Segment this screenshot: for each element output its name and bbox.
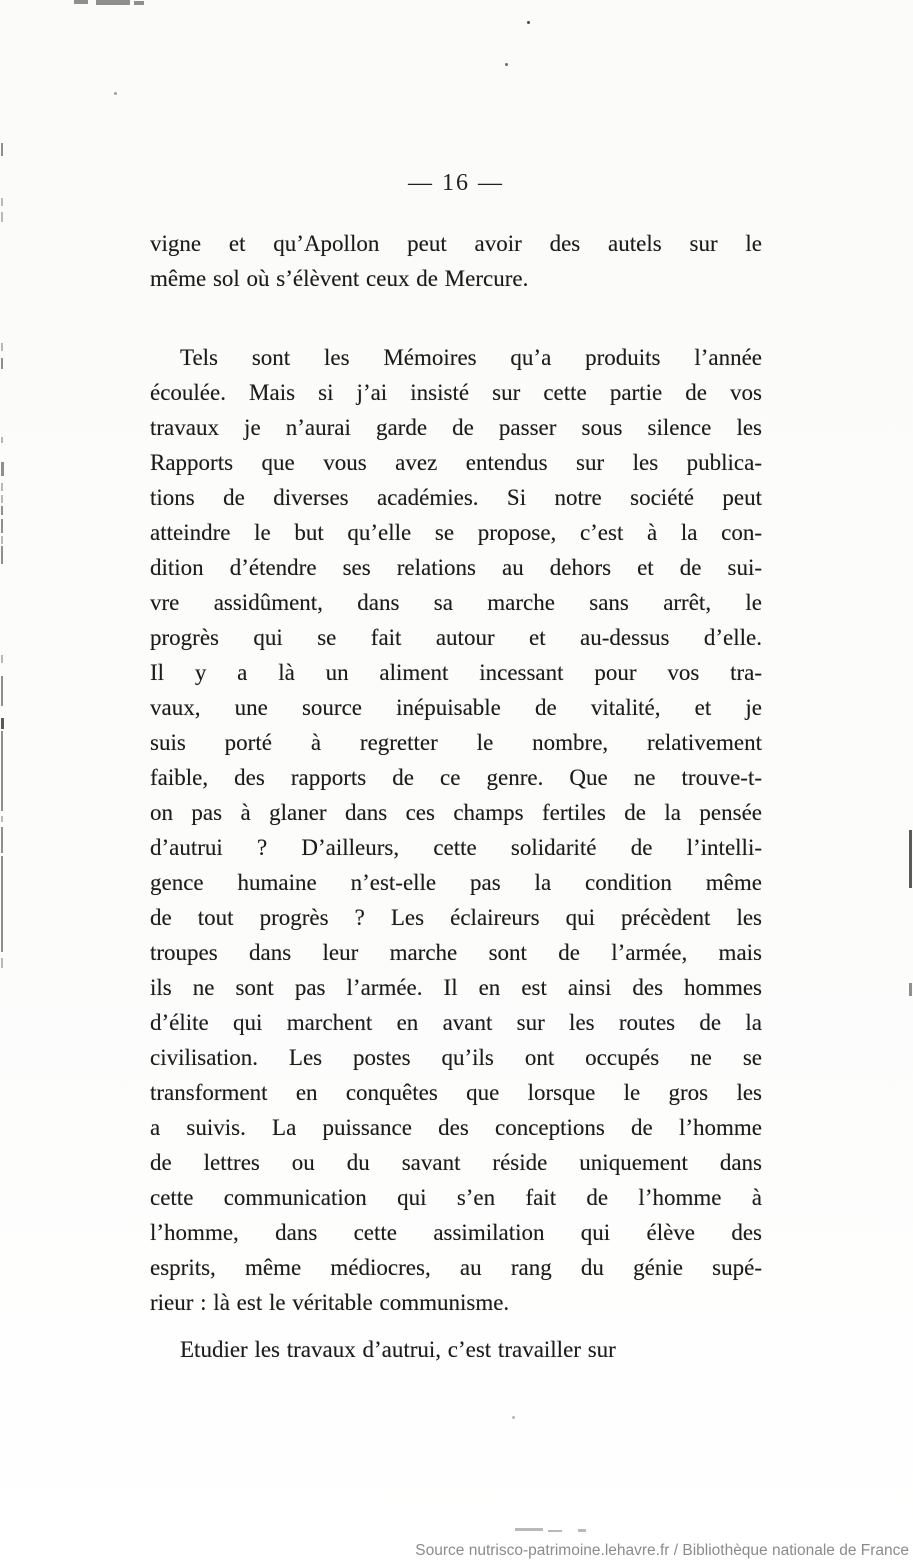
paragraph <box>150 340 762 1320</box>
scan-speck <box>505 63 508 66</box>
scan-artifact-top-dash <box>74 0 88 4</box>
scan-artifact-left-edge <box>1 343 3 351</box>
text-line: ils ne sont pas l’armée. Il en est ainsi des hommes <box>150 975 762 1000</box>
text-line: esprits, même médiocres, au rang du génie supé- <box>150 1255 762 1280</box>
scan-artifact-right-edge <box>909 983 912 996</box>
scan-artifact-left-edge <box>1 519 3 533</box>
paragraph <box>150 226 762 296</box>
text-line: vre assidûment, dans sa marche sans arrêt, le <box>150 590 762 615</box>
text-line: dition d’étendre ses relations au dehors et de sui- <box>150 555 762 580</box>
scan-artifact-left-edge <box>1 437 3 443</box>
text-line: transforment en conquêtes que lorsque le gros les <box>150 1080 762 1105</box>
scan-artifact-left-edge <box>1 676 3 706</box>
text-line: même sol où s’élèvent ceux de Mercure. <box>150 266 529 291</box>
text-line: Il y a là un aliment incessant pour vos tra- <box>150 660 762 685</box>
scan-artifact-top-dash <box>96 0 130 5</box>
scan-artifact-left-edge <box>1 816 3 822</box>
text-line: d’autrui ? D’ailleurs, cette solidarité de l’intelli- <box>150 835 762 860</box>
text-line: faible, des rapports de ce genre. Que ne trouve-t- <box>150 765 762 790</box>
scan-artifact-left-edge <box>1 856 3 952</box>
scan-artifact-left-edge <box>1 212 3 222</box>
text-line: tions de diverses académies. Si notre société peut <box>150 485 762 510</box>
scan-artifact-left-edge <box>1 536 3 544</box>
text-line: écoulée. Mais si j’ai insisté sur cette partie de vos <box>150 380 762 405</box>
scan-speck <box>527 21 530 24</box>
scan-artifact-left-edge <box>1 462 4 476</box>
scan-artifact-left-edge <box>1 655 3 663</box>
scan-artifact-right-edge <box>909 830 912 888</box>
footer-bar <box>0 1532 913 1566</box>
scan-artifact-footer-dash <box>515 1528 543 1531</box>
scan-artifact-left-edge <box>1 358 3 369</box>
text-line: atteindre le but qu’elle se propose, c’est à la con- <box>150 520 762 545</box>
text-block <box>150 226 762 1367</box>
scan-artifact-top-dash <box>134 1 144 5</box>
text-line: travaux je n’aurai garde de passer sous silence les <box>150 415 762 440</box>
text-line: de tout progrès ? Les éclaireurs qui précèdent les <box>150 905 762 930</box>
text-line: cette communication qui s’en fait de l’homme à <box>150 1185 762 1210</box>
text-line: d’élite qui marchent en avant sur les routes de la <box>150 1010 762 1035</box>
text-line: troupes dans leur marche sont de l’armée, mais <box>150 940 762 965</box>
source-credit: Source nutrisco-patrimoine.lehavre.fr / Bibliothèque nationale de France <box>415 1542 909 1559</box>
text-line: vaux, une source inépuisable de vitalité, et je <box>150 695 762 720</box>
scan-artifact-left-edge <box>1 546 3 564</box>
text-line: a suivis. La puissance des conceptions de l’homme <box>150 1115 762 1140</box>
scan-artifact-left-edge <box>1 506 3 515</box>
text-line: de lettres ou du savant réside uniquement dans <box>150 1150 762 1175</box>
page-number: — 16 — <box>408 170 504 196</box>
scan-artifact-left-edge <box>1 198 3 206</box>
scan-artifact-left-edge <box>1 143 3 156</box>
scan-artifact-left-edge <box>1 718 4 729</box>
text-line: Etudier les travaux d’autrui, c’est travailler sur <box>180 1337 616 1362</box>
text-line: vigne et qu’Apollon peut avoir des autels sur le <box>150 231 762 256</box>
scan-artifact-left-edge <box>1 483 3 491</box>
scan-artifact-left-edge <box>1 827 3 853</box>
text-line: rieur : là est le véritable communisme. <box>150 1290 510 1315</box>
scan-speck <box>114 92 117 95</box>
text-line: l’homme, dans cette assimilation qui élève des <box>150 1220 762 1245</box>
text-line: gence humaine n’est-elle pas la condition même <box>150 870 762 895</box>
text-line: on pas à glaner dans ces champs fertiles de la pensée <box>150 800 762 825</box>
text-line: Rapports que vous avez entendus sur les publica- <box>150 450 762 475</box>
scan-artifact-left-edge <box>1 958 3 968</box>
scan-speck <box>512 1416 515 1419</box>
text-line: Tels sont les Mémoires qu’a produits l’année <box>180 345 762 370</box>
scan-artifact-left-edge <box>1 495 3 503</box>
text-line: suis porté à regretter le nombre, relativement <box>150 730 762 755</box>
paragraph <box>150 1332 762 1367</box>
text-line: civilisation. Les postes qu’ils ont occupés ne se <box>150 1045 762 1070</box>
scan-artifact-left-edge <box>1 731 3 811</box>
text-line: progrès qui se fait autour et au-dessus d’elle. <box>150 625 762 650</box>
